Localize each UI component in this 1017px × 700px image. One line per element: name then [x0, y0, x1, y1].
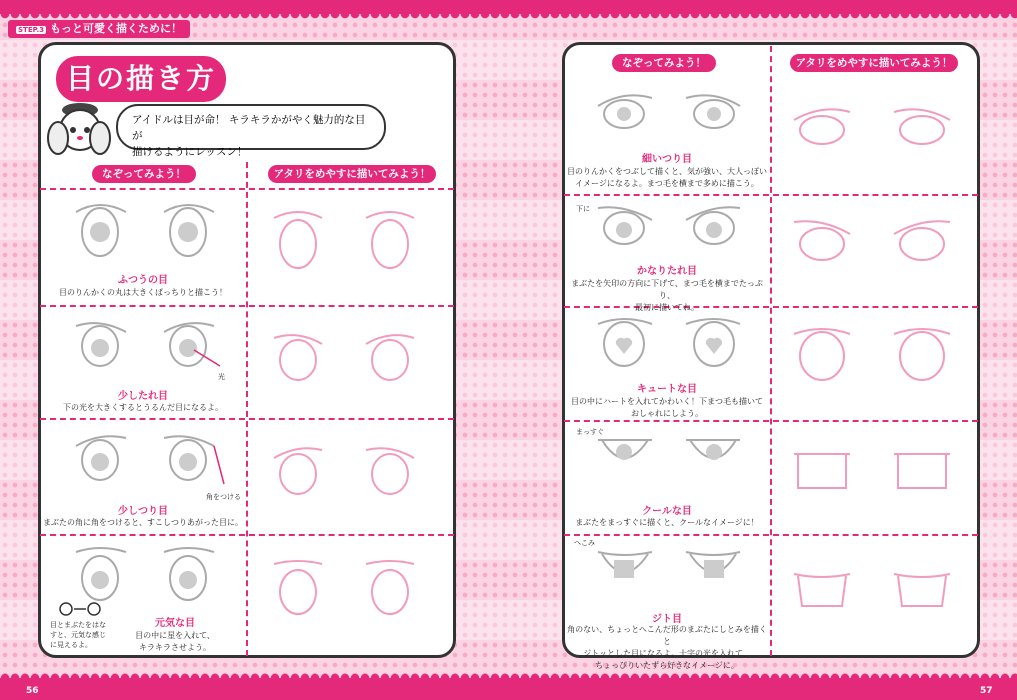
- draw-guide-eyes-cool: [790, 446, 960, 496]
- left-row-divider: [40, 534, 454, 536]
- step-badge: STEP.3: [18, 26, 44, 34]
- eye-type-desc: まぶたの角に角をつけると、すこしつりあがった目に。: [43, 518, 243, 527]
- draw-guide-eyes-jito: [790, 566, 960, 612]
- page-number: 56: [26, 686, 39, 696]
- arrow-icon: [210, 444, 230, 490]
- intro-line-2: 描けるようにレッスン！: [132, 146, 248, 158]
- desc-line: 最初に描いてね。: [635, 303, 699, 312]
- left-row-divider: [40, 188, 454, 190]
- trace-eyes-normal: [70, 198, 220, 260]
- eye-type-name: ジト目: [652, 614, 682, 625]
- draw-guide-eyes-slightly-upturned: [268, 444, 428, 498]
- left-row-divider: [40, 305, 454, 307]
- eye-type-name: ふつうの目: [118, 275, 168, 286]
- eye-type-desc: [564, 396, 770, 420]
- step-label: もっと可愛く描くために！: [49, 22, 182, 35]
- eye-type-desc: [120, 630, 230, 654]
- intro-line-1: アイドルは目が命！ キラキラかがやく魅力的な目が: [132, 114, 366, 142]
- annotation-note: 下に: [576, 205, 590, 213]
- eye-type-desc: [564, 166, 770, 190]
- side-note: [50, 620, 110, 650]
- page-title: 目の描き方: [56, 56, 226, 102]
- trace-eyes-jito: [594, 546, 744, 590]
- eye-separation-icon: [58, 600, 104, 618]
- annotation-note: へこみ: [574, 539, 595, 547]
- desc-line: 角のない、ちょっとへこんだ形のまぶたにしとみを描くと: [567, 625, 767, 646]
- bottom-banner: [0, 678, 1017, 700]
- annotation-note: 光: [218, 373, 225, 381]
- arrow-icon: [192, 348, 228, 372]
- draw-guide-eyes-very-droopy: [790, 218, 960, 264]
- eye-type-desc: まぶたをまっすぐに描くと、クールなイメージに！: [575, 518, 759, 527]
- eye-type-name: 少したれ目: [118, 391, 168, 402]
- desc-line: 目の中にハートを入れてかわいく！下まつ毛も描いて: [571, 397, 763, 406]
- bottom-lace: [0, 670, 1017, 678]
- side-note-line: に見えるよ。: [50, 641, 92, 649]
- eye-type-desc: 目のりんかくの丸は大きくぱっちりと描こう！: [59, 288, 227, 297]
- desc-line: イメージになるよ。まつ毛を横まで多めに描こう。: [575, 179, 759, 188]
- left-row-divider: [40, 418, 454, 420]
- right-row-divider: [564, 534, 978, 536]
- eye-type-name: 元気な目: [155, 618, 195, 629]
- eye-type-name: 細いつり目: [642, 154, 692, 165]
- eye-type-desc: [564, 624, 770, 672]
- right-col-trace-header: なぞってみよう！: [612, 54, 716, 72]
- right-column-divider: [770, 46, 772, 656]
- trace-eyes-narrow-upturned: [594, 90, 744, 134]
- right-row-divider: [564, 420, 978, 422]
- eye-type-desc: 下の光を大きくするとうるんだ目になるよ。: [63, 403, 223, 412]
- draw-guide-eyes-narrow-upturned: [790, 104, 960, 150]
- right-col-draw-header: アタリをめやすに描いてみよう！: [790, 54, 958, 72]
- draw-guide-eyes-genki: [268, 560, 428, 618]
- eye-type-name: かなりたれ目: [637, 266, 697, 277]
- right-row-divider: [564, 194, 978, 196]
- trace-eyes-slightly-upturned: [70, 432, 220, 484]
- desc-line: ちょっぴりいたずら好きなイメージに。: [595, 661, 739, 670]
- eye-type-name: 少しつり目: [118, 506, 168, 517]
- mascot-icon: [40, 94, 116, 160]
- left-column-divider: [246, 162, 248, 656]
- trace-eyes-cute: [594, 314, 744, 370]
- desc-line: 目の中に星を入れて、: [135, 631, 215, 640]
- top-banner: [0, 0, 1017, 14]
- step-tab: [8, 20, 190, 38]
- eye-type-name: キュートな目: [637, 384, 697, 395]
- intro-bubble: [116, 104, 386, 158]
- eye-type-name: クールな目: [642, 506, 692, 517]
- desc-line: 目のりんかくをつぶして描くと、気が強い、大人っぽい: [567, 167, 767, 176]
- draw-guide-eyes-normal: [268, 206, 428, 272]
- draw-guide-eyes-slightly-droopy: [268, 330, 428, 384]
- left-col-draw-header: アタリをめやすに描いてみよう！: [268, 165, 436, 183]
- eye-type-desc: [564, 278, 770, 314]
- desc-line: キラキラさせよう。: [139, 643, 211, 652]
- annotation-note: 角をつける: [206, 493, 241, 501]
- side-note-line: 目とまぶたをはな: [50, 621, 106, 629]
- trace-eyes-very-droopy: [594, 204, 744, 248]
- draw-guide-eyes-cute: [790, 324, 960, 384]
- trace-eyes-cool: [594, 432, 744, 476]
- trace-eyes-genki: [70, 546, 220, 602]
- desc-line: ジトッとした目になるよ。十字の光を入れて、: [583, 649, 751, 658]
- side-note-line: すと、元気な感じ: [50, 631, 106, 639]
- desc-line: まぶたを矢印の方向に下げて、まつ毛を横までたっぷり、: [571, 279, 763, 300]
- desc-line: おしゃれにしよう。: [631, 409, 703, 418]
- page-number: 57: [980, 686, 993, 696]
- annotation-note: まっすぐ: [576, 428, 604, 436]
- left-col-trace-header: なぞってみよう！: [92, 165, 196, 183]
